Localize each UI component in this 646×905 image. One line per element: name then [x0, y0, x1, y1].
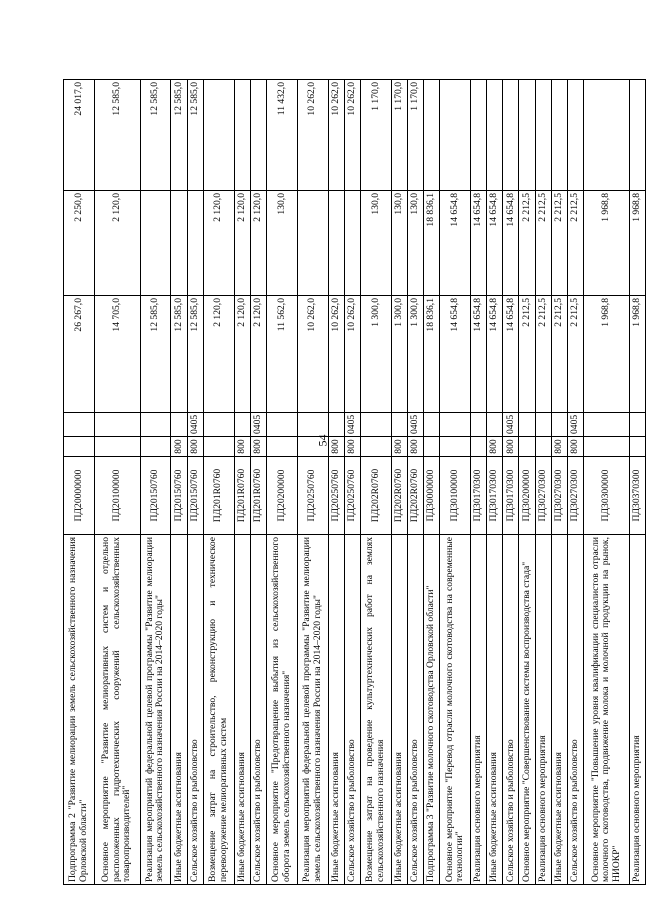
row-total-amount: 14 654,8 — [440, 296, 471, 413]
row-regional-amount — [140, 191, 171, 296]
row-expense-type — [203, 437, 234, 457]
row-section-code — [234, 413, 250, 437]
row-federal-amount: 1 170,0 — [407, 80, 423, 191]
row-code: ПД30370300 — [629, 457, 645, 535]
table-row — [250, 80, 266, 885]
row-name: Сельское хозяйство и рыболовство — [567, 535, 583, 885]
row-code: ПД20250760 — [344, 457, 360, 535]
row-federal-amount: 1 170,0 — [391, 80, 407, 191]
row-federal-amount: 10 262,0 — [297, 80, 328, 191]
row-code: ПД20200000 — [266, 457, 297, 535]
budget-table-rotated — [63, 80, 646, 885]
row-regional-amount: 18 836,1 — [424, 191, 440, 296]
row-total-amount: 1 300,0 — [391, 296, 407, 413]
row-total-amount: 2 212,5 — [519, 296, 535, 413]
row-total-amount: 14 654,8 — [471, 296, 487, 413]
row-expense-type: 800 — [171, 437, 187, 457]
row-expense-type: 800 — [487, 437, 503, 457]
table-body — [64, 80, 646, 885]
row-name: Основное мероприятие "Повышение уровня квалификации специалистов отрасли молочного скотоводства, продвижение молока и молочной продукции на рынок, НИОКР" — [584, 535, 630, 885]
row-section-code — [140, 413, 171, 437]
row-section-code — [391, 413, 407, 437]
row-name: Иные бюджетные ассигнования — [328, 535, 344, 885]
row-expense-type — [471, 437, 487, 457]
row-regional-amount: 130,0 — [407, 191, 423, 296]
row-section-code — [535, 413, 551, 437]
row-name: Сельское хозяйство и рыболовство — [503, 535, 519, 885]
row-total-amount: 2 120,0 — [250, 296, 266, 413]
row-section-code: 0405 — [250, 413, 266, 437]
table-row — [266, 80, 297, 885]
row-code: ПД30270300 — [567, 457, 583, 535]
row-expense-type — [535, 437, 551, 457]
row-section-code: 0405 — [407, 413, 423, 437]
row-name: Иные бюджетные ассигнования — [551, 535, 567, 885]
row-expense-type: 800 — [391, 437, 407, 457]
row-total-amount: 1 968,8 — [584, 296, 630, 413]
table-row — [360, 80, 391, 885]
table-row — [535, 80, 551, 885]
row-federal-amount: 12 585,0 — [140, 80, 171, 191]
row-total-amount: 2 212,5 — [535, 296, 551, 413]
row-federal-amount: 1 170,0 — [360, 80, 391, 191]
table-row — [440, 80, 471, 885]
row-federal-amount — [519, 80, 535, 191]
row-section-code — [551, 413, 567, 437]
row-section-code — [519, 413, 535, 437]
table-row — [503, 80, 519, 885]
row-name: Реализация мероприятий федеральной целевой программы "Развитие мелиорации земель сельскохозяйственного назначения России на 2014–2020 годы" — [297, 535, 328, 885]
row-federal-amount: 24 017,0 — [64, 80, 95, 191]
row-total-amount: 2 212,5 — [551, 296, 567, 413]
row-regional-amount — [297, 191, 328, 296]
row-name: Реализация основного мероприятия — [535, 535, 551, 885]
table-row — [64, 80, 95, 885]
row-section-code: 0405 — [187, 413, 203, 437]
row-code: ПД30270300 — [551, 457, 567, 535]
row-total-amount: 18 836,1 — [424, 296, 440, 413]
row-total-amount: 11 562,0 — [266, 296, 297, 413]
row-federal-amount — [487, 80, 503, 191]
row-section-code — [328, 413, 344, 437]
row-section-code — [584, 413, 630, 437]
row-expense-type — [440, 437, 471, 457]
row-total-amount: 2 212,5 — [567, 296, 583, 413]
row-total-amount: 2 120,0 — [203, 296, 234, 413]
row-federal-amount: 11 432,0 — [266, 80, 297, 191]
table-row — [551, 80, 567, 885]
table-row — [629, 80, 645, 885]
row-regional-amount: 130,0 — [391, 191, 407, 296]
page-number: 54 — [315, 434, 330, 447]
table-row — [584, 80, 630, 885]
row-expense-type — [584, 437, 630, 457]
row-name: Возмещение затрат на проведение культуртехнических работ на землях сельскохозяйственного назначения — [360, 535, 391, 885]
row-regional-amount — [187, 191, 203, 296]
row-expense-type — [297, 437, 328, 457]
row-section-code: 0405 — [503, 413, 519, 437]
row-federal-amount — [250, 80, 266, 191]
row-section-code: 0405 — [344, 413, 360, 437]
row-regional-amount — [344, 191, 360, 296]
row-code: ПД20100000 — [94, 457, 140, 535]
row-regional-amount: 14 654,8 — [487, 191, 503, 296]
row-total-amount: 26 267,0 — [64, 296, 95, 413]
row-code: ПД30170300 — [503, 457, 519, 535]
row-total-amount: 12 585,0 — [171, 296, 187, 413]
row-federal-amount: 12 585,0 — [94, 80, 140, 191]
row-expense-type: 800 — [407, 437, 423, 457]
row-federal-amount — [629, 80, 645, 191]
row-regional-amount: 130,0 — [266, 191, 297, 296]
row-name: Основное мероприятие "Развитие мелиоративных систем и отдельно расположенных гидротехнических сооружений сельскохозяйственных товаропроизводителей" — [94, 535, 140, 885]
row-code: ПД30300000 — [584, 457, 630, 535]
row-code: ПД30170300 — [471, 457, 487, 535]
row-regional-amount: 2 120,0 — [250, 191, 266, 296]
row-expense-type: 800 — [328, 437, 344, 457]
row-code: ПД201R0760 — [234, 457, 250, 535]
row-total-amount: 1 300,0 — [360, 296, 391, 413]
row-expense-type: 800 — [250, 437, 266, 457]
row-total-amount: 14 654,8 — [487, 296, 503, 413]
row-federal-amount: 10 262,0 — [328, 80, 344, 191]
row-regional-amount: 2 120,0 — [94, 191, 140, 296]
row-total-amount: 10 262,0 — [328, 296, 344, 413]
table-row — [344, 80, 360, 885]
row-federal-amount — [234, 80, 250, 191]
row-code: ПД30270300 — [535, 457, 551, 535]
row-federal-amount — [535, 80, 551, 191]
row-expense-type — [140, 437, 171, 457]
table-row — [391, 80, 407, 885]
row-regional-amount: 1 968,8 — [584, 191, 630, 296]
row-federal-amount — [584, 80, 630, 191]
row-code: ПД30000000 — [424, 457, 440, 535]
row-code: ПД202R0760 — [360, 457, 391, 535]
row-name: Реализация основного мероприятия — [629, 535, 645, 885]
row-total-amount: 2 120,0 — [234, 296, 250, 413]
row-name: Основное мероприятие "Предотвращение выбытия из сельскохозяйственного оборота земель сельскохозяйственного назначения" — [266, 535, 297, 885]
row-federal-amount: 12 585,0 — [187, 80, 203, 191]
row-federal-amount — [503, 80, 519, 191]
row-section-code: 0405 — [567, 413, 583, 437]
table-row — [203, 80, 234, 885]
table-row — [297, 80, 328, 885]
row-total-amount: 14 705,0 — [94, 296, 140, 413]
row-expense-type — [519, 437, 535, 457]
row-regional-amount: 14 654,8 — [471, 191, 487, 296]
row-expense-type — [94, 437, 140, 457]
row-code: ПД20250760 — [297, 457, 328, 535]
row-total-amount: 10 262,0 — [297, 296, 328, 413]
row-name: Подпрограмма 2 "Развитие мелиорации земель сельскохозяйственного назначения Орловской области" — [64, 535, 95, 885]
row-total-amount: 12 585,0 — [187, 296, 203, 413]
row-expense-type: 800 — [344, 437, 360, 457]
table-row — [487, 80, 503, 885]
row-section-code — [471, 413, 487, 437]
row-expense-type: 800 — [234, 437, 250, 457]
row-code: ПД202R0760 — [407, 457, 423, 535]
table-row — [567, 80, 583, 885]
row-name: Сельское хозяйство и рыболовство — [187, 535, 203, 885]
row-section-code — [360, 413, 391, 437]
row-section-code — [424, 413, 440, 437]
row-federal-amount — [424, 80, 440, 191]
row-code: ПД202R0760 — [391, 457, 407, 535]
row-total-amount: 12 585,0 — [140, 296, 171, 413]
row-code: ПД20150760 — [171, 457, 187, 535]
row-regional-amount — [328, 191, 344, 296]
row-regional-amount: 2 120,0 — [234, 191, 250, 296]
row-expense-type: 800 — [187, 437, 203, 457]
row-expense-type: 800 — [567, 437, 583, 457]
row-federal-amount — [567, 80, 583, 191]
row-federal-amount: 10 262,0 — [344, 80, 360, 191]
row-regional-amount: 1 968,8 — [629, 191, 645, 296]
row-regional-amount: 2 212,5 — [519, 191, 535, 296]
row-name: Иные бюджетные ассигнования — [487, 535, 503, 885]
row-regional-amount: 2 212,5 — [535, 191, 551, 296]
row-name: Реализация мероприятий федеральной целевой программы "Развитие мелиорации земель сельскохозяйственного назначения России на 2014–2020 годы" — [140, 535, 171, 885]
row-code: ПД30200000 — [519, 457, 535, 535]
row-code: ПД20000000 — [64, 457, 95, 535]
row-name: Реализация основного мероприятия — [471, 535, 487, 885]
row-name: Сельское хозяйство и рыболовство — [250, 535, 266, 885]
row-name: Иные бюджетные ассигнования — [391, 535, 407, 885]
row-name: Сельское хозяйство и рыболовство — [344, 535, 360, 885]
row-expense-type — [629, 437, 645, 457]
table-row — [328, 80, 344, 885]
row-name: Иные бюджетные ассигнования — [171, 535, 187, 885]
row-total-amount: 14 654,8 — [503, 296, 519, 413]
row-regional-amount: 2 120,0 — [203, 191, 234, 296]
row-code: ПД20150760 — [187, 457, 203, 535]
row-regional-amount: 14 654,8 — [440, 191, 471, 296]
table-row — [519, 80, 535, 885]
row-section-code — [64, 413, 95, 437]
row-code: ПД30170300 — [487, 457, 503, 535]
table-row — [187, 80, 203, 885]
row-section-code — [94, 413, 140, 437]
row-expense-type: 800 — [551, 437, 567, 457]
row-name: Подпрограмма 3 "Развитие молочного скотоводства Орловской области" — [424, 535, 440, 885]
row-regional-amount: 130,0 — [360, 191, 391, 296]
row-expense-type: 800 — [503, 437, 519, 457]
row-name: Основное мероприятие "Перевод отрасли молочного скотоводства на современные технологии" — [440, 535, 471, 885]
row-federal-amount — [471, 80, 487, 191]
table-row — [234, 80, 250, 885]
row-section-code — [297, 413, 328, 437]
row-federal-amount — [551, 80, 567, 191]
budget-table — [63, 79, 646, 885]
row-federal-amount — [440, 80, 471, 191]
row-name: Сельское хозяйство и рыболовство — [407, 535, 423, 885]
table-row — [140, 80, 171, 885]
row-code: ПД201R0760 — [203, 457, 234, 535]
row-code: ПД20250760 — [328, 457, 344, 535]
row-name: Иные бюджетные ассигнования — [234, 535, 250, 885]
row-expense-type — [424, 437, 440, 457]
row-federal-amount: 12 585,0 — [171, 80, 187, 191]
row-code: ПД30100000 — [440, 457, 471, 535]
row-code: ПД20150760 — [140, 457, 171, 535]
row-regional-amount: 2 212,5 — [551, 191, 567, 296]
row-regional-amount — [171, 191, 187, 296]
row-name: Основное мероприятие "Совершенствование системы воспроизводства стада" — [519, 535, 535, 885]
row-section-code — [171, 413, 187, 437]
table-row — [471, 80, 487, 885]
row-total-amount: 10 262,0 — [344, 296, 360, 413]
row-expense-type — [360, 437, 391, 457]
row-regional-amount: 2 212,5 — [567, 191, 583, 296]
row-section-code — [629, 413, 645, 437]
table-row — [171, 80, 187, 885]
row-federal-amount — [203, 80, 234, 191]
row-section-code — [203, 413, 234, 437]
row-expense-type — [266, 437, 297, 457]
row-regional-amount: 2 250,0 — [64, 191, 95, 296]
row-section-code — [440, 413, 471, 437]
row-expense-type — [64, 437, 95, 457]
row-section-code — [266, 413, 297, 437]
row-code: ПД201R0760 — [250, 457, 266, 535]
row-section-code — [487, 413, 503, 437]
row-name: Возмещение затрат на строительство, реконструкцию и техническое перевооружение мелиоративных систем — [203, 535, 234, 885]
row-regional-amount: 14 654,8 — [503, 191, 519, 296]
table-row — [424, 80, 440, 885]
table-row — [407, 80, 423, 885]
row-total-amount: 1 300,0 — [407, 296, 423, 413]
table-row — [94, 80, 140, 885]
row-total-amount: 1 968,8 — [629, 296, 645, 413]
